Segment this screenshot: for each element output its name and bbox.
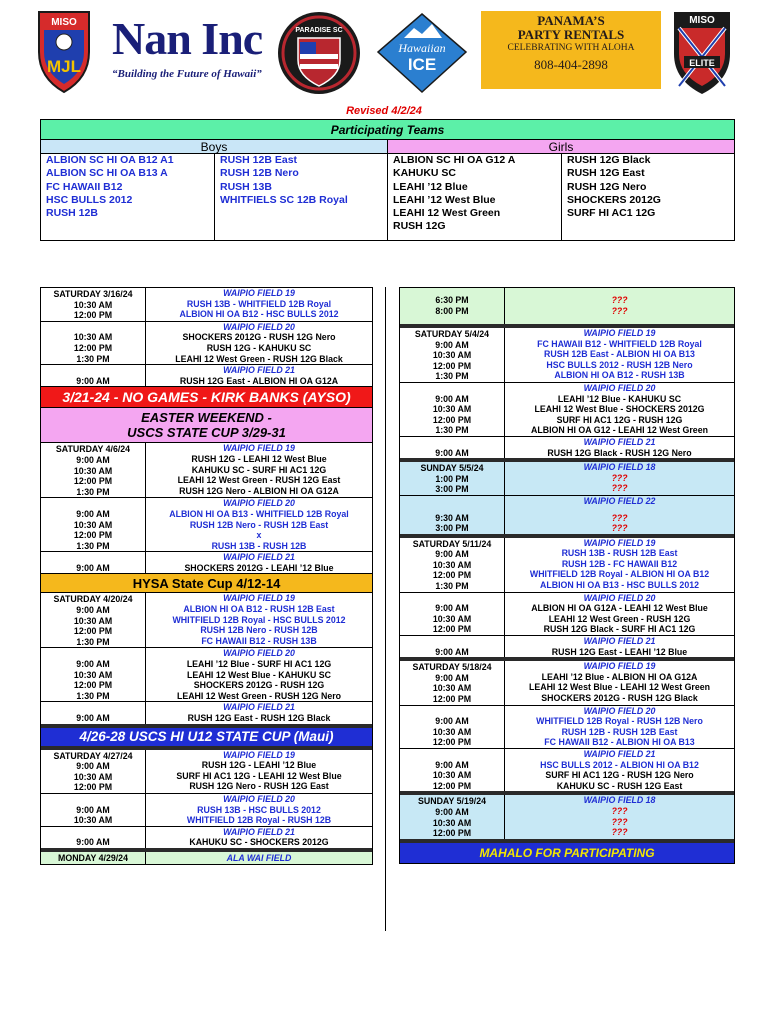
block-date: SUNDAY 5/5/24	[420, 463, 484, 474]
schedule-block	[400, 458, 734, 495]
game-time: 12:00 PM	[432, 570, 472, 581]
field-name: WAIPIO FIELD 20	[223, 648, 295, 659]
team-name: RUSH 12B	[46, 207, 98, 220]
matchup: ???	[611, 805, 628, 816]
schedule-block	[400, 748, 734, 791]
matchup: SHOCKERS 2012G - RUSH 12G Black	[541, 693, 698, 703]
game-time: 9:00 AM	[435, 447, 469, 458]
matchup: ALBION HI OA B13 - WHITFIELD 12B Royal	[169, 508, 349, 519]
hawaiian-ice-line2: ICE	[407, 55, 437, 74]
matchup: SHOCKERS 2012G - LEAHI ’12 Blue	[184, 562, 334, 573]
team-name: RUSH 12B Nero	[220, 167, 299, 180]
matchup: SURF HI AC1 12G - RUSH 12G	[556, 414, 683, 425]
team-name: KAHUKU SC	[393, 167, 456, 180]
game-time: 10:30 AM	[432, 726, 472, 737]
schedule-block	[41, 848, 372, 864]
game-time: 12:00 PM	[73, 680, 113, 691]
game-time: 10:30 AM	[73, 332, 113, 343]
matchup: LEAHI 12 West Blue - LEAHI 12 West Green	[528, 682, 711, 693]
game-time: 12:00 PM	[432, 414, 472, 425]
team-name: ALBION SC HI OA B13 A	[46, 167, 168, 180]
game-time: 9:00 AM	[435, 672, 469, 683]
matchup: RUSH 13B - HSC BULLS 2012	[197, 804, 321, 815]
miso-left-letters: MJL	[47, 57, 81, 76]
boys-team-list-1	[41, 154, 215, 240]
game-time: 10:30 AM	[73, 615, 113, 626]
team-name: RUSH 12G Nero	[567, 180, 647, 193]
matchup: RUSH 12G - LEAHI ’12 Blue	[201, 760, 317, 771]
game-time: 9:00 AM	[76, 508, 110, 519]
game-time: 9:00 AM	[76, 713, 110, 723]
game-time: 10:30 AM	[73, 815, 113, 826]
schedule-block	[41, 442, 372, 497]
game-time: 10:30 AM	[73, 519, 113, 530]
matchup: SHOCKERS 2012G - RUSH 12G Nero	[182, 332, 336, 343]
schedule-block	[400, 705, 734, 748]
schedule-block	[400, 635, 734, 657]
game-time: 12:00 PM	[432, 780, 472, 791]
team-name: SURF HI AC1 12G	[567, 207, 656, 220]
game-time: 12:00 PM	[73, 476, 113, 487]
matchup: WHITFIELD 12B Royal - RUSH 12B Nero	[536, 716, 703, 727]
block-date: SATURDAY 5/4/24	[414, 329, 490, 339]
game-time: 9:00 AM	[76, 761, 110, 772]
matchup: ALBION HI OA G12 - LEAHI 12 West Green	[531, 425, 708, 436]
field-name: WAIPIO FIELD 19	[223, 593, 295, 604]
game-time: 12:00 PM	[432, 624, 472, 635]
team-name: HSC BULLS 2012	[46, 193, 133, 206]
matchup: WHITFIELD 12B Royal - RUSH 12B	[186, 815, 332, 826]
matchup: WHITFIELD 12B Royal - HSC BULLS 2012	[172, 614, 346, 625]
matchup: RUSH 12B Nero - RUSH 12B	[200, 625, 318, 636]
game-time: 9:00 AM	[435, 646, 469, 657]
girls-team-list-2	[562, 154, 734, 240]
game-time: 9:00 AM	[435, 393, 469, 404]
paradise-sc-logo	[276, 10, 362, 96]
game-time: 9:00 AM	[435, 716, 469, 727]
matchup: SURF HI AC1 12G - LEAHI 12 West Blue	[176, 770, 342, 781]
matchup: RUSH 12G - LEAHI 12 West Blue	[191, 453, 327, 464]
nan-inc-logo	[112, 14, 270, 94]
game-time: 9:00 AM	[76, 562, 110, 573]
schedule-block	[400, 534, 734, 592]
schedule-block	[400, 324, 734, 382]
game-time: 12:00 PM	[73, 342, 113, 353]
game-time: 9:00 AM	[435, 759, 469, 770]
field-name: WAIPIO FIELD 20	[583, 705, 656, 716]
team-name: LEAHI 12 West Green	[393, 207, 501, 220]
field-name: WAIPIO FIELD 19	[583, 328, 656, 338]
game-time: 12:00 PM	[73, 530, 113, 541]
matchup: ???	[611, 523, 628, 534]
matchup: LEAHI ’12 Blue - SURF HI AC1 12G	[186, 659, 332, 670]
game-time: 9:30 AM	[435, 512, 469, 523]
matchup: RUSH 13B - WHITFIELD 12B Royal	[186, 298, 332, 309]
matchup: ???	[611, 483, 628, 494]
game-time: 10:30 AM	[73, 465, 113, 476]
field-name: WAIPIO FIELD 21	[583, 636, 656, 647]
matchup: ALBION HI OA B12 - RUSH 13B	[554, 370, 685, 381]
matchup: FC HAWAII B12 - ALBION HI OA B13	[544, 737, 695, 748]
game-time: 10:30 AM	[432, 770, 472, 781]
matchup: FC HAWAII B12 - RUSH 13B	[201, 635, 317, 646]
game-time: 10:30 AM	[432, 817, 472, 828]
schedule-block	[400, 791, 734, 838]
mahalo-banner: MAHALO FOR PARTICIPATING	[400, 839, 734, 863]
field-name: WAIPIO FIELD 19	[583, 537, 656, 548]
easter-banner-line2: USCS STATE CUP 3/29-31	[127, 425, 286, 441]
game-time: 3:00 PM	[435, 523, 469, 534]
game-time: 12:00 PM	[432, 694, 472, 704]
matchup: KAHUKU SC - RUSH 12G East	[556, 780, 683, 791]
revised-date: Revised 4/2/24	[346, 105, 422, 117]
miso-right-top-text: MISO	[689, 15, 715, 26]
team-name: RUSH 13B	[220, 180, 272, 193]
girls-team-list-1	[388, 154, 562, 240]
schedule-block	[41, 497, 372, 551]
matchup: RUSH 13B - RUSH 12B	[211, 540, 307, 551]
matchup: LEAHI ’12 Blue - ALBION HI OA G12A	[541, 671, 698, 682]
matchup: LEAHI 12 West Blue - SHOCKERS 2012G	[534, 404, 705, 415]
matchup: FC HAWAII B12 - WHITFIELD 12B Royal	[537, 338, 702, 349]
game-time: 12:00 PM	[73, 782, 113, 793]
panama-party-rentals-ad	[481, 11, 661, 89]
game-time: 10:30 AM	[432, 404, 472, 415]
game-time: 10:30 AM	[73, 771, 113, 782]
matchup: ALBION HI OA B12 - RUSH 12B East	[183, 604, 335, 615]
matchup: x	[256, 530, 262, 541]
matchup: RUSH 12G East - RUSH 12G Black	[187, 713, 331, 723]
matchup: HSC BULLS 2012 - RUSH 12B Nero	[546, 359, 693, 370]
team-name: WHITFIELS SC 12B Royal	[220, 193, 348, 206]
team-name: ALBION SC HI OA B12 A1	[46, 154, 174, 166]
matchup: ALBION HI OA G12A - LEAHI 12 West Blue	[531, 603, 708, 614]
matchup: RUSH 12B Nero - RUSH 12B East	[189, 519, 329, 530]
panama-line3: CELEBRATING WITH ALOHA	[507, 43, 635, 53]
block-date: SATURDAY 3/16/24	[53, 289, 133, 299]
participating-teams-title: Participating Teams	[41, 120, 734, 140]
team-name: RUSH 12B East	[220, 154, 298, 166]
team-name: RUSH 12G East	[567, 167, 645, 180]
matchup: SHOCKERS 2012G - RUSH 12G	[193, 680, 325, 691]
uscs-state-cup-banner: 4/26-28 USCS HI U12 STATE CUP (Maui)	[41, 724, 372, 746]
game-time: 1:30 PM	[76, 690, 110, 701]
field-name: WAIPIO FIELD 21	[223, 365, 295, 376]
matchup: RUSH 13B - RUSH 12B East	[561, 548, 678, 559]
matchup: ???	[611, 816, 628, 827]
schedule-block	[41, 288, 372, 321]
hawaiian-ice-line1: Hawaiian	[398, 41, 446, 55]
field-name: WAIPIO FIELD 20	[223, 498, 295, 509]
matchup: RUSH 12G Nero - RUSH 12G East	[189, 781, 329, 792]
matchup: ALBION HI OA B13 - HSC BULLS 2012	[539, 580, 700, 591]
game-time: 1:30 PM	[76, 540, 110, 551]
schedule-block	[400, 657, 734, 704]
game-time: 9:00 AM	[435, 339, 469, 350]
game-time: 10:30 AM	[73, 669, 113, 680]
block-date: MONDAY 4/29/24	[58, 852, 128, 863]
miso-elite-logo	[670, 6, 734, 98]
game-time: 1:30 PM	[435, 371, 469, 382]
matchup: RUSH 12G East - ALBION HI OA G12A	[179, 375, 339, 386]
easter-banner-line1: EASTER WEEKEND -	[141, 410, 272, 426]
field-name: WAIPIO FIELD 20	[583, 382, 656, 393]
field-name: WAIPIO FIELD 21	[223, 702, 295, 713]
matchup: LEAHI 12 West Blue - KAHUKU SC	[186, 669, 332, 680]
block-date: SATURDAY 5/18/24	[412, 662, 492, 673]
team-name: FC HAWAII B12	[46, 180, 123, 193]
field-name: WAIPIO FIELD 20	[583, 592, 656, 603]
matchup: RUSH 12G East - LEAHI ’12 Blue	[551, 646, 688, 657]
no-games-banner: 3/21-24 - NO GAMES - KIRK BANKS (AYSO)	[41, 386, 372, 407]
boys-team-list-2	[215, 154, 388, 240]
matchup: RUSH 12G - KAHUKU SC	[206, 342, 312, 353]
matchup: KAHUKU SC - SURF HI AC1 12G	[191, 464, 327, 475]
block-date: SATURDAY 5/11/24	[412, 538, 492, 549]
game-time: 8:00 PM	[435, 306, 469, 316]
matchup: RUSH 12G Black - RUSH 12G Nero	[547, 447, 692, 458]
matchup: ???	[611, 512, 628, 523]
matchup: LEAHI 12 West Green - RUSH 12G East	[177, 475, 341, 486]
game-time: 10:30 AM	[432, 559, 472, 570]
participating-teams-table	[40, 119, 735, 241]
panama-line2: PARTY RENTALS	[517, 27, 625, 42]
schedule-block	[400, 592, 734, 635]
matchup: LEAHI ’12 Blue - KAHUKU SC	[557, 393, 682, 404]
schedule-block	[400, 382, 734, 436]
game-time: 9:00 AM	[76, 605, 110, 616]
game-time: 9:00 AM	[76, 659, 110, 670]
game-time: 9:00 AM	[435, 806, 469, 817]
boys-header: Boys	[41, 140, 388, 153]
panama-phone: 808-404-2898	[534, 57, 608, 72]
schedule-block	[41, 746, 372, 793]
game-time: 10:30 AM	[432, 350, 472, 361]
girls-header: Girls	[388, 140, 734, 153]
schedule-block	[41, 321, 372, 364]
field-name: WAIPIO FIELD 18	[583, 462, 656, 473]
field-name: ALA WAI FIELD	[226, 852, 292, 863]
matchup: KAHUKU SC - SHOCKERS 2012G	[189, 837, 329, 848]
field-name: WAIPIO FIELD 19	[223, 443, 295, 454]
schedule-block	[41, 793, 372, 826]
easter-banner	[41, 407, 372, 442]
game-time: 12:00 PM	[73, 626, 113, 637]
matchup: ???	[611, 306, 628, 316]
matchup: WHITFIELD 12B Royal - ALBION HI OA B12	[529, 569, 710, 580]
nan-inc-name: Nan Inc	[112, 13, 263, 64]
field-name: WAIPIO FIELD 20	[223, 321, 295, 332]
schedule-block	[41, 701, 372, 723]
game-time: 9:00 AM	[435, 549, 469, 560]
field-name: WAIPIO FIELD 18	[583, 795, 656, 806]
block-date: SUNDAY 5/19/24	[418, 796, 486, 807]
field-name: WAIPIO FIELD 21	[583, 748, 656, 759]
column-divider	[385, 287, 386, 931]
game-time: 1:30 PM	[76, 353, 110, 364]
schedule-left-column	[40, 287, 373, 865]
matchup: LEAHI 12 West Green - RUSH 12G Black	[175, 353, 343, 364]
game-time: 12:00 PM	[432, 360, 472, 371]
game-time: 1:30 PM	[435, 581, 469, 592]
hawaiian-ice-logo	[374, 12, 470, 94]
field-name: WAIPIO FIELD 21	[223, 552, 295, 563]
schedule-block	[41, 551, 372, 573]
miso-left-top-text: MISO	[51, 17, 77, 28]
matchup: RUSH 12B East - ALBION HI OA B13	[544, 349, 695, 360]
game-time: 1:00 PM	[435, 473, 469, 484]
team-name: ALBION SC HI OA G12 A	[393, 154, 516, 166]
team-name: LEAHI ’12 West Blue	[393, 193, 496, 206]
miso-right-bottom-text: ELITE	[689, 58, 715, 68]
matchup: ALBION HI OA B12 - HSC BULLS 2012	[179, 309, 339, 320]
matchup: ???	[611, 827, 628, 838]
hysa-state-cup-banner: HYSA State Cup 4/12-14	[41, 573, 372, 592]
paradise-label: PARADISE SC	[295, 27, 343, 34]
game-time: 10:30 AM	[432, 613, 472, 624]
matchup: RUSH 12G Nero - ALBION HI OA G12A	[179, 485, 339, 496]
schedule-block	[400, 288, 734, 324]
schedule-block	[41, 647, 372, 701]
field-name: WAIPIO FIELD 21	[583, 436, 656, 447]
matchup: LEAHI 12 West Green - RUSH 12G	[548, 613, 691, 624]
game-time: 1:30 PM	[435, 425, 469, 436]
matchup: ???	[611, 295, 628, 306]
game-time: 9:00 AM	[76, 375, 110, 386]
game-time: 12:00 PM	[73, 310, 113, 321]
matchup: HSC BULLS 2012 - ALBION HI OA B12	[540, 759, 699, 770]
miso-league-logo	[33, 6, 95, 96]
field-name: WAIPIO FIELD 19	[223, 749, 295, 760]
matchup: RUSH 12B - FC HAWAII B12	[561, 558, 678, 569]
game-time: 10:30 AM	[73, 299, 113, 310]
matchup: SURF HI AC1 12G - RUSH 12G Nero	[545, 770, 694, 781]
field-name: WAIPIO FIELD 20	[223, 793, 295, 804]
schedule-right-column	[399, 287, 735, 864]
matchup: LEAHI 12 West Green - RUSH 12G Nero	[176, 690, 342, 701]
game-time: 12:00 PM	[432, 737, 472, 748]
game-time: 10:30 AM	[432, 683, 472, 694]
game-time: 9:00 AM	[76, 454, 110, 465]
game-time: 3:00 PM	[435, 484, 469, 495]
game-time: 1:30 PM	[76, 486, 110, 497]
game-time: 9:00 AM	[76, 837, 110, 848]
field-name: WAIPIO FIELD 21	[223, 826, 295, 837]
game-time: 6:30 PM	[435, 295, 469, 306]
matchup: ???	[611, 472, 628, 483]
matchup: RUSH 12G Black - SURF HI AC1 12G	[543, 624, 696, 635]
block-date: SATURDAY 4/27/24	[53, 750, 133, 761]
schedule-block	[41, 826, 372, 848]
team-name: LEAHI ’12 Blue	[393, 180, 468, 193]
game-time: 12:00 PM	[432, 828, 472, 839]
field-name: WAIPIO FIELD 19	[223, 288, 295, 298]
game-time: 1:30 PM	[76, 636, 110, 647]
schedule-block	[400, 436, 734, 458]
nan-inc-tagline: “Building the Future of Hawaii”	[112, 68, 262, 80]
block-date: SATURDAY 4/6/24	[55, 444, 131, 455]
schedule-block	[41, 364, 372, 386]
team-name: RUSH 12G	[393, 220, 446, 233]
team-name: RUSH 12G Black	[567, 154, 651, 166]
field-name: WAIPIO FIELD 22	[583, 495, 656, 506]
game-time: 9:00 AM	[435, 603, 469, 614]
block-date: SATURDAY 4/20/24	[53, 594, 133, 605]
schedule-block	[400, 495, 734, 534]
panama-line1: PANAMA’S	[537, 13, 605, 28]
game-time: 9:00 AM	[76, 804, 110, 815]
schedule-block	[41, 592, 372, 647]
matchup: RUSH 12B - RUSH 12B East	[561, 726, 678, 737]
team-name: SHOCKERS 2012G	[567, 193, 661, 206]
field-name: WAIPIO FIELD 19	[583, 661, 656, 672]
